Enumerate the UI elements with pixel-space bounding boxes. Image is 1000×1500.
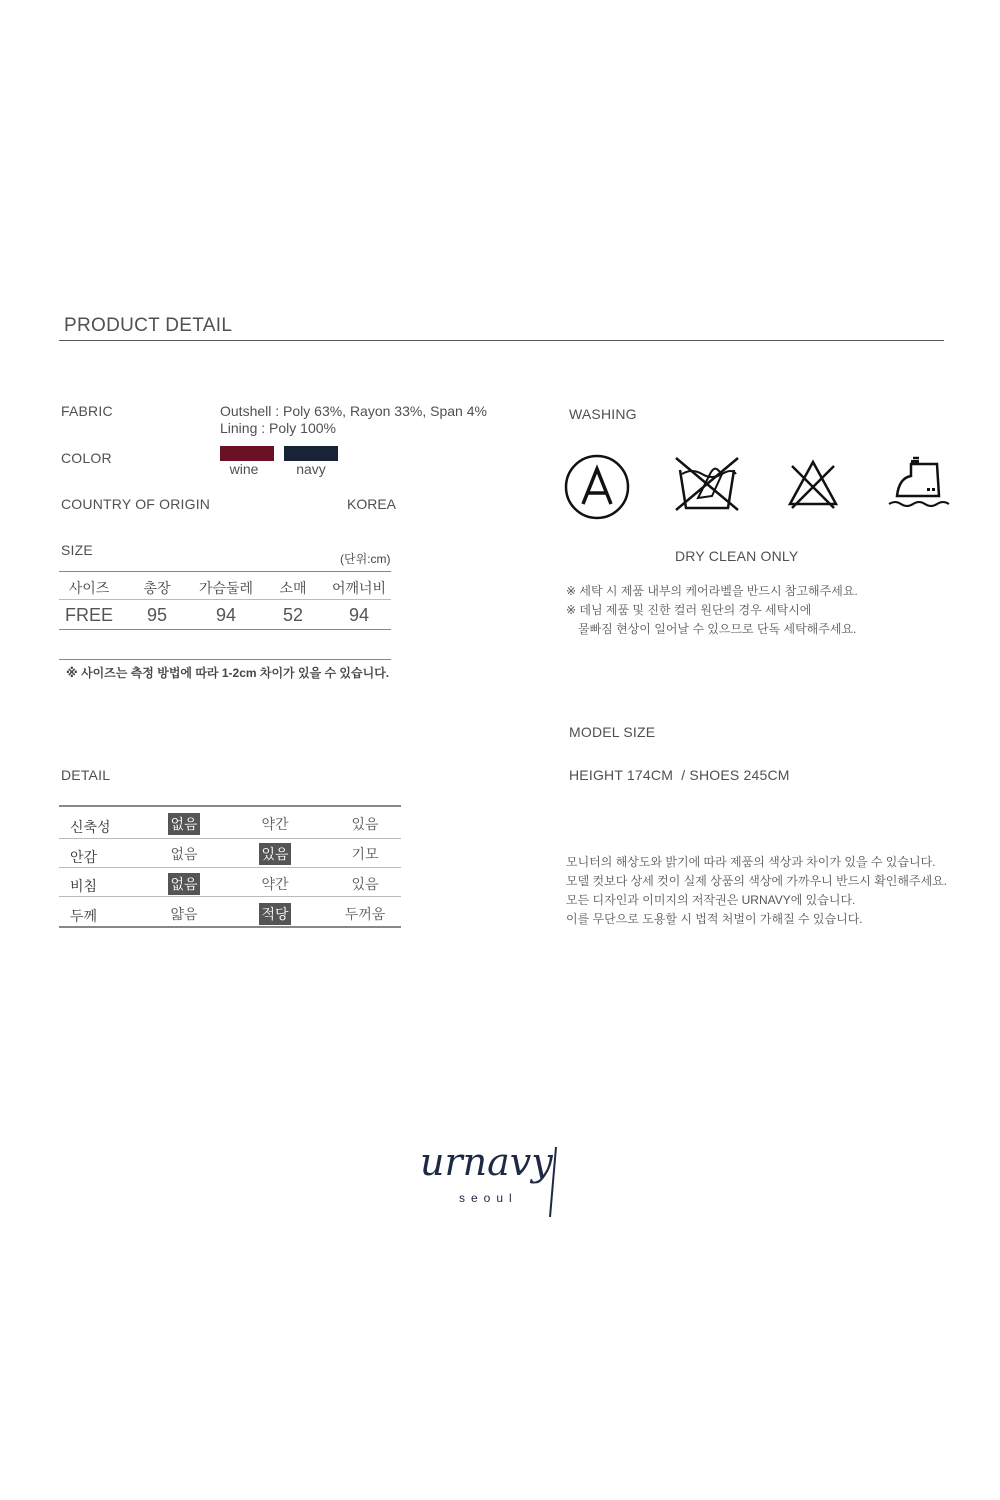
title-divider (59, 340, 944, 341)
detail-option: 두꺼움 (344, 906, 386, 922)
origin-value: KOREA (347, 496, 397, 512)
size-header: 소매 (279, 580, 307, 596)
size-unit: (단위:cm) (340, 552, 391, 566)
size-table-bottom-rule (59, 629, 391, 630)
washing-note: 물빠짐 현상이 일어날 수 있으므로 단독 세탁해주세요. (578, 622, 857, 636)
iron-icon (885, 452, 955, 522)
detail-label: DETAIL (61, 767, 111, 783)
size-table-top-rule (59, 571, 391, 572)
size-cell: 94 (348, 605, 370, 625)
color-name-wine: wine (229, 461, 259, 477)
size-note: ※ 사이즈는 측정 방법에 따라 1-2cm 차이가 있을 수 있습니다. (66, 666, 390, 680)
size-cell: FREE (64, 605, 113, 625)
detail-row-rule (59, 867, 401, 868)
no-bleach-icon (778, 452, 848, 522)
washing-note: ※ 세탁 시 제품 내부의 케어라벨을 반드시 참고해주세요. (566, 584, 858, 598)
washing-label: WASHING (569, 406, 637, 422)
brand-name: urnavy (420, 1140, 553, 1184)
detail-key: 두께 (70, 908, 98, 924)
disclaimer-line: 모델 컷보다 상세 컷이 실제 상품의 색상에 가까우니 반드시 확인해주세요. (566, 874, 948, 888)
dry-clean-a-icon (562, 452, 632, 522)
detail-option: 없음 (170, 846, 198, 862)
size-cell: 52 (282, 605, 304, 625)
size-cell: 95 (146, 605, 168, 625)
detail-key: 비침 (70, 878, 98, 894)
fabric-lining: Lining : Poly 100% (220, 420, 336, 436)
disclaimer-line: 모든 디자인과 이미지의 저작권은 URNAVY에 있습니다. (566, 893, 856, 907)
detail-option: 있음 (351, 816, 379, 832)
brand-logo (418, 1135, 568, 1225)
disclaimer-line: 모니터의 해상도와 밝기에 따라 제품의 색상과 차이가 있을 수 있습니다. (566, 855, 936, 869)
origin-label: COUNTRY OF ORIGIN (61, 496, 211, 512)
detail-option: 약간 (261, 876, 289, 892)
detail-table-bottom-rule (59, 926, 401, 928)
page-title: PRODUCT DETAIL (64, 315, 233, 336)
detail-key: 신축성 (70, 819, 111, 835)
detail-option: 있음 (351, 876, 379, 892)
detail-row-rule (59, 838, 401, 839)
no-hand-wash-icon (672, 452, 742, 522)
size-header: 어깨너비 (331, 580, 387, 596)
disclaimer-line: 이를 무단으로 도용할 시 법적 처벌이 가해질 수 있습니다. (566, 912, 863, 926)
brand-sub: seoul (459, 1191, 518, 1205)
size-label: SIZE (61, 542, 93, 558)
color-label: COLOR (61, 450, 112, 466)
size-cell: 94 (215, 605, 237, 625)
color-swatch-navy (284, 446, 338, 461)
detail-option-selected: 없음 (168, 813, 200, 835)
size-header: 가슴둘레 (198, 580, 254, 596)
detail-table-top-rule (59, 805, 401, 807)
detail-row-rule (59, 896, 401, 897)
model-size-label: MODEL SIZE (569, 724, 656, 740)
fabric-outshell: Outshell : Poly 63%, Rayon 33%, Span 4% (220, 403, 487, 419)
fabric-label: FABRIC (61, 403, 113, 419)
detail-option: 약간 (261, 816, 289, 832)
size-note-rule (59, 659, 391, 660)
color-name-navy: navy (296, 461, 326, 477)
detail-option: 얇음 (170, 906, 198, 922)
washing-instruction: DRY CLEAN ONLY (675, 548, 799, 564)
detail-option: 기모 (351, 846, 379, 862)
size-table-mid-rule (59, 599, 391, 600)
color-swatch-wine (220, 446, 274, 461)
size-header: 총장 (143, 580, 171, 596)
detail-option-selected: 없음 (168, 873, 200, 895)
detail-option-selected: 적당 (259, 903, 291, 925)
detail-option-selected: 있음 (259, 843, 291, 865)
size-header: 사이즈 (68, 580, 110, 596)
washing-note: ※ 데님 제품 및 진한 컬러 원단의 경우 세탁시에 (566, 603, 812, 617)
detail-key: 안감 (70, 849, 98, 865)
model-size-value: HEIGHT 174CM / SHOES 245CM (569, 767, 790, 783)
